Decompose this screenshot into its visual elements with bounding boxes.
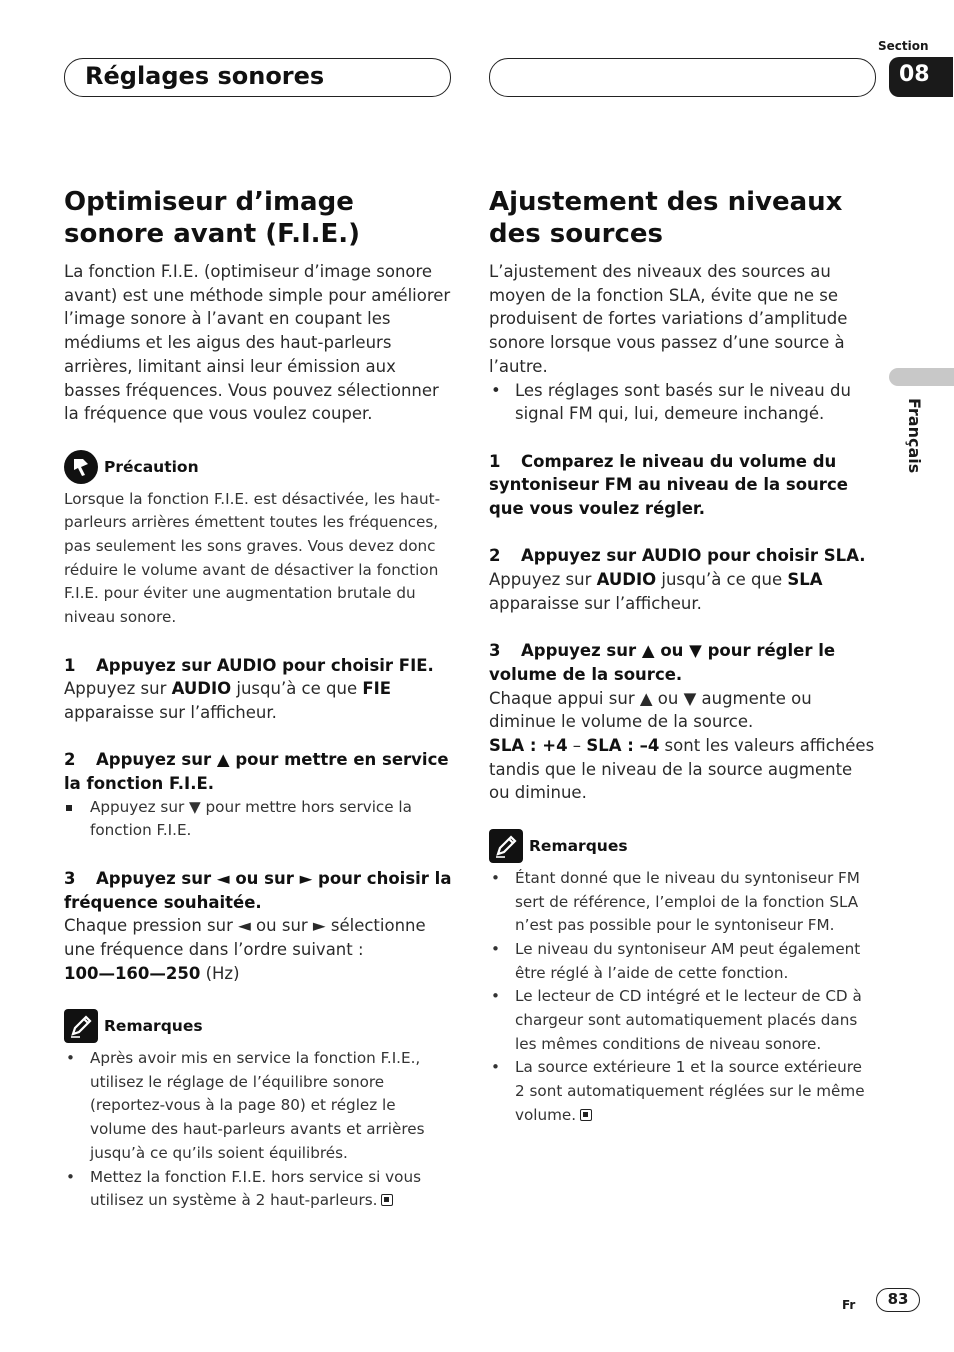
caution-title: Précaution: [104, 457, 199, 476]
section-title: Réglages sonores: [85, 62, 325, 90]
list-item: • Le niveau du syntoniseur AM peut également être réglé à l’aide de cette fonction.: [491, 939, 861, 982]
caution-icon: [64, 450, 98, 484]
caution-text: Lorsque la fonction F.I.E. est désactivée, les haut-parleurs arrières émettent toutes les fréquences, pas seulement les sons graves. Vous devez donc réduire le volume avant de désactiver la fonction F.I.E. pour éviter une augmentation brutale du niveau sonore.: [64, 489, 441, 627]
sla-step-3-title: 3 Appuyez sur ▲ ou ▼ pour régler le volume de la source.: [489, 641, 836, 684]
section-title-pill: [64, 58, 451, 97]
pencil-note-icon: [489, 829, 523, 863]
list-item: • Après avoir mis en service la fonction F.I.E., utilisez le réglage de l’équilibre sonore (reportez-vous à la page 80) et réglez le volume des haut-parleurs avants et arrières jusqu’à ce qu’ils soient équilibrés.: [66, 1049, 425, 1162]
end-mark-icon: [381, 1194, 393, 1206]
sla-step-2-text: Appuyez sur AUDIO jusqu’à ce que SLA apparaisse sur l’afficheur.: [489, 570, 823, 613]
fie-frequency-sequence: 100—160—250 (Hz): [64, 963, 240, 983]
fie-notes-title: Remarques: [104, 1017, 203, 1036]
section-number-badge: 08: [889, 57, 953, 97]
fie-step-1-text: Appuyez sur AUDIO jusqu’à ce que FIE apparaisse sur l’afficheur.: [64, 679, 392, 722]
header-empty-pill: [489, 58, 876, 97]
sla-step-2-title: 2 Appuyez sur AUDIO pour choisir SLA.: [489, 546, 866, 566]
section-label: Section: [878, 39, 929, 53]
caution-header: [64, 450, 452, 484]
list-item: • Étant donné que le niveau du syntoniseur FM sert de référence, l’emploi de la fonction SLA n’est pas possible pour le syntoniseur FM.: [491, 868, 860, 935]
fie-step-3-text: Chaque pression sur ◄ ou sur ► sélectionne une fréquence dans l’ordre suivant :: [64, 916, 426, 959]
list-item: • Le lecteur de CD intégré et le lecteur de CD à chargeur sont automatiquement placés dans les mêmes conditions de niveau sonore.: [491, 987, 862, 1053]
list-item: • Mettez la fonction F.I.E. hors service si vous utilisez un système à 2 haut-parleurs.: [66, 1167, 421, 1210]
fie-heading: Optimiseur d’image sonore avant (F.I.E.): [64, 187, 361, 249]
right-column: [489, 186, 875, 1128]
fie-step-2-bullet: Appuyez sur ▼ pour mettre hors service la fonction F.I.E.: [64, 796, 452, 843]
footer-language: Fr: [842, 1298, 856, 1312]
fie-step-1-title: 1 Appuyez sur AUDIO pour choisir FIE.: [64, 655, 434, 675]
language-tab-label: Français: [905, 398, 924, 474]
sla-intro-bullet: • Les réglages sont basés sur le niveau du signal FM qui, lui, demeure inchangé.: [491, 380, 851, 424]
pencil-note-icon: [64, 1009, 98, 1043]
sla-step-3-text: Chaque appui sur ▲ ou ▼ augmente ou diminue le volume de la source.: [489, 688, 812, 732]
sla-notes-header: [489, 829, 875, 863]
fie-step-3-title: 3 Appuyez sur ◄ ou sur ► pour choisir la fréquence souhaitée.: [64, 868, 452, 912]
sla-notes-list: [489, 867, 875, 1128]
left-column: [64, 186, 452, 1213]
list-item: • La source extérieure 1 et la source extérieure 2 sont automatiquement réglées sur le même volume.: [491, 1058, 865, 1124]
sla-range-text: SLA : +4 – SLA : –4 sont les valeurs affichées tandis que le niveau de la source augmente ou diminue.: [489, 736, 875, 803]
fie-intro: La fonction F.I.E. (optimiseur d’image sonore avant) est une méthode simple pour améliorer l’image sonore à l’avant en coupant les médiums et les aigus des haut-parleurs arrières, limitant ainsi leur émission aux basses fréquences. Vous pouvez sélectionner la fréquence que vous voulez couper.: [64, 262, 451, 424]
sla-step-1-title: 1 Comparez le niveau du volume du syntoniseur FM au niveau de la source que vous voulez régler.: [489, 451, 848, 519]
fie-notes-list: [64, 1047, 452, 1213]
square-bullet-icon: [66, 805, 72, 811]
fie-notes-header: [64, 1009, 452, 1043]
language-tab-bar: [889, 368, 954, 386]
page-number: 83: [876, 1288, 920, 1312]
sla-notes-title: Remarques: [529, 836, 628, 855]
end-mark-icon: [580, 1109, 592, 1121]
sla-heading: Ajustement des niveaux des sources: [489, 187, 843, 249]
fie-step-2-title: 2 Appuyez sur ▲ pour mettre en service la fonction F.I.E.: [64, 750, 449, 794]
sla-intro: L’ajustement des niveaux des sources au moyen de la fonction SLA, évite que ne se produisent de fortes variations d’amplitude sonore lorsque vous passez d’une source à l’autre.: [489, 262, 848, 376]
